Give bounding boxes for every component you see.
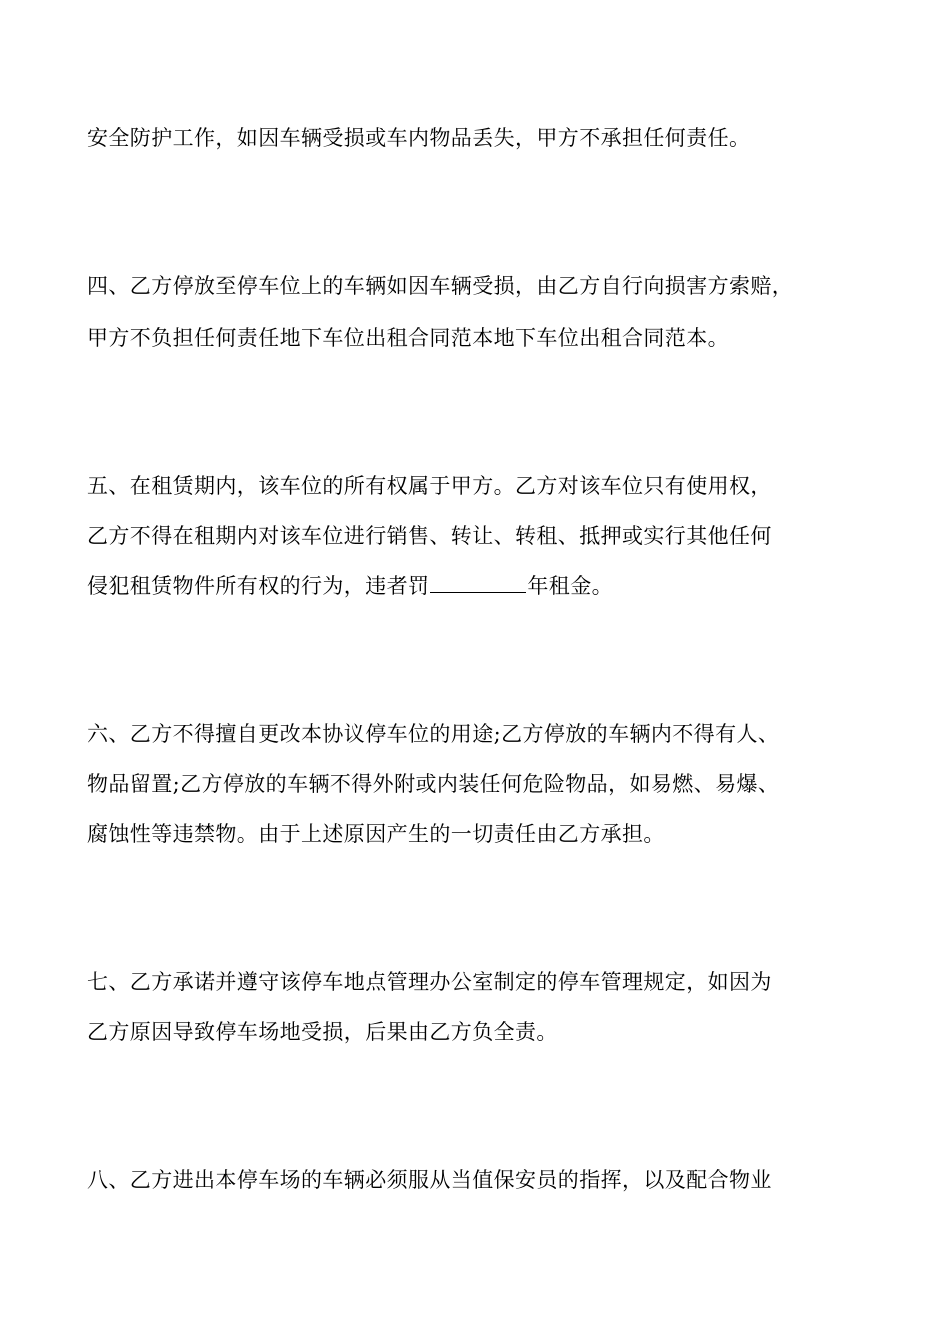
penalty-clause-text: 侵犯租赁物件所有权的行为，违者罚 bbox=[87, 574, 430, 598]
paragraph-line: 六、乙方不得擅自更改本协议停车位的用途;乙方停放的车辆内不得有人、 bbox=[87, 722, 780, 746]
paragraph-line-with-blank bbox=[87, 572, 613, 600]
paragraph-line: 甲方不负担任何责任地下车位出租合同范本地下车位出租合同范本。 bbox=[87, 326, 729, 350]
paragraph-line: 物品留置;乙方停放的车辆不得外附或内装任何危险物品，如易燃、易爆、 bbox=[87, 772, 780, 796]
penalty-clause-suffix: 年租金。 bbox=[527, 574, 614, 598]
paragraph-line: 五、在租赁期内，该车位的所有权属于甲方。乙方对该车位只有使用权， bbox=[87, 474, 772, 498]
paragraph-line: 腐蚀性等违禁物。由于上述原因产生的一切责任由乙方承担。 bbox=[87, 822, 665, 846]
paragraph-line: 四、乙方停放至停车位上的车辆如因车辆受损，由乙方自行向损害方索赔， bbox=[87, 274, 794, 298]
paragraph-line: 乙方不得在租期内对该车位进行销售、转让、转租、抵押或实行其他任何 bbox=[87, 524, 772, 548]
paragraph-line: 七、乙方承诺并遵守该停车地点管理办公室制定的停车管理规定，如因为 bbox=[87, 970, 772, 994]
fill-in-blank bbox=[430, 574, 526, 593]
paragraph-line: 八、乙方进出本停车场的车辆必须服从当值保安员的指挥，以及配合物业 bbox=[87, 1168, 772, 1192]
paragraph-line: 乙方原因导致停车场地受损，后果由乙方负全责。 bbox=[87, 1020, 558, 1044]
paragraph-line: 安全防护工作，如因车辆受损或车内物品丢失，甲方不承担任何责任。 bbox=[87, 126, 751, 150]
